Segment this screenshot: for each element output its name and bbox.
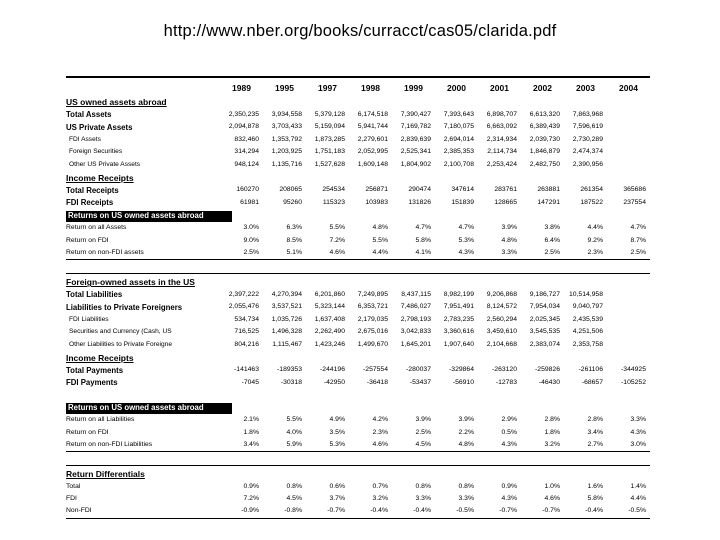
cell-value: 7,954,034 (529, 303, 560, 311)
cell-value: 2,798,193 (400, 315, 431, 323)
year-header: 2000 (447, 82, 466, 93)
cell-value: 2,100,708 (443, 160, 474, 168)
cell-value: 4.7% (630, 224, 646, 232)
cell-value: 2,253,424 (486, 160, 517, 168)
cell-value: 9,040,797 (572, 303, 603, 311)
cell-value: 2.2% (458, 428, 474, 436)
cell-value: 7,390,427 (400, 110, 431, 118)
row-label: US Private Assets (66, 122, 133, 132)
cell-value: 1,609,148 (357, 160, 388, 168)
cell-value: 9,186,727 (529, 290, 560, 298)
cell-value: 804,216 (234, 340, 259, 348)
cell-value: 4.3% (501, 495, 517, 503)
row-label: FDI Payments (66, 378, 118, 388)
cell-value: 0.8% (458, 482, 474, 490)
section-header-row (66, 96, 650, 109)
row-label: Non-FDI (66, 507, 92, 515)
cell-value: 3.4% (243, 440, 259, 448)
cell-value: 103983 (365, 198, 388, 206)
row-label: Return on all Liabilities (66, 416, 135, 424)
cell-value: 0.9% (501, 482, 517, 490)
row-label: FDI Liabilities (69, 315, 109, 323)
cell-value: 832,460 (234, 135, 259, 143)
cell-value: 2,694,014 (443, 135, 474, 143)
cell-value: 3,545,535 (529, 328, 560, 336)
cell-value: 3,934,558 (271, 110, 302, 118)
cell-value: 5,379,128 (314, 110, 345, 118)
cell-value: 8,124,572 (486, 303, 517, 311)
section-gap (66, 452, 650, 464)
cell-value: 1,496,328 (271, 328, 302, 336)
cell-value: 5,323,144 (314, 303, 345, 311)
cell-value: 3,703,433 (271, 123, 302, 131)
table-row (66, 289, 650, 302)
cell-value: 2,675,016 (357, 328, 388, 336)
cell-value: 3.9% (415, 416, 431, 424)
cell-value: 4,251,506 (572, 328, 603, 336)
cell-value: -0.7% (542, 507, 560, 515)
cell-value: 4.5% (415, 440, 431, 448)
cell-value: 1.0% (544, 482, 560, 490)
section-header-row (66, 172, 650, 185)
cell-value: 2,052,995 (357, 148, 388, 156)
year-header: 2002 (533, 82, 552, 93)
cell-value: 716,525 (234, 328, 259, 336)
cell-value: 1,115,467 (272, 340, 302, 348)
cell-value: 2.7% (587, 440, 603, 448)
row-label: Return on all Assets (66, 224, 127, 232)
cell-value: -56910 (452, 378, 474, 386)
cell-value: -259826 (535, 366, 560, 374)
cell-value: -0.8% (284, 507, 302, 515)
cell-value: -141463 (234, 366, 259, 374)
cell-value: 7.2% (243, 495, 259, 503)
year-header: 2001 (490, 82, 509, 93)
cell-value: -0.5% (456, 507, 474, 515)
cell-value: 3.9% (501, 224, 517, 232)
row-label: US owned assets abroad (66, 97, 167, 108)
cell-value: 3,360,616 (443, 328, 474, 336)
cell-value: 1.8% (243, 428, 259, 436)
cell-value: -0.9% (241, 507, 259, 515)
table-row (66, 122, 650, 135)
section-gap (66, 390, 650, 402)
cell-value: 261354 (580, 186, 603, 194)
cell-value: 2,383,074 (529, 340, 560, 348)
cell-value: 9,206,868 (486, 290, 517, 298)
cell-value: 5,159,094 (314, 123, 345, 131)
cell-value: 534,734 (234, 315, 259, 323)
cell-value: -68657 (581, 378, 603, 386)
cell-value: 6.4% (544, 236, 560, 244)
cell-value: 3.2% (372, 495, 388, 503)
row-label: Liabilities to Private Foreigners (66, 302, 183, 312)
cell-value: 4.8% (458, 440, 474, 448)
cell-value: 0.8% (286, 482, 302, 490)
cell-value: 4.6% (329, 248, 345, 256)
cell-value: 2,025,345 (529, 315, 560, 323)
cell-value: 4.3% (458, 248, 474, 256)
cell-value: 5.5% (372, 236, 388, 244)
cell-value: 2.8% (544, 416, 560, 424)
cell-value: 6,389,439 (529, 123, 560, 131)
cell-value: -244196 (320, 366, 345, 374)
table-row (66, 159, 650, 172)
cell-value: 948,124 (234, 160, 259, 168)
cell-value: -36418 (366, 378, 388, 386)
row-label: Income Receipts (66, 352, 134, 363)
table-row (66, 377, 650, 390)
cell-value: -263120 (492, 366, 517, 374)
cell-value: 2,262,490 (314, 328, 345, 336)
cell-value: 7,393,643 (443, 110, 474, 118)
financial-table (66, 76, 650, 519)
cell-value: 0.8% (415, 482, 431, 490)
cell-value: 6,613,320 (529, 110, 560, 118)
row-label: Return on FDI (66, 428, 109, 436)
cell-value: 8.5% (286, 236, 302, 244)
cell-value: 1,203,925 (271, 148, 302, 156)
cell-value: 1,804,902 (400, 160, 431, 168)
cell-value: 4.7% (415, 224, 431, 232)
row-label: Securities and Currency (Cash, US (69, 328, 172, 336)
row-label: FDI Assets (69, 135, 101, 143)
cell-value: 2,179,035 (357, 315, 388, 323)
cell-value: 2.1% (243, 416, 259, 424)
cell-value: 2,525,341 (400, 148, 431, 156)
row-label: Total Assets (66, 110, 112, 120)
row-label: Foreign Securities (69, 148, 123, 156)
cell-value: 3.8% (544, 224, 560, 232)
cell-value: 1,035,726 (271, 315, 302, 323)
table-row (66, 302, 650, 315)
cell-value: 4.4% (372, 248, 388, 256)
table-row (66, 223, 650, 236)
row-label: Total Liabilities (66, 290, 123, 300)
cell-value: 2,353,758 (572, 340, 603, 348)
cell-value: 131826 (408, 198, 431, 206)
cell-value: 3.2% (544, 440, 560, 448)
cell-value: 2,094,878 (228, 123, 259, 131)
cell-value: 1,135,716 (271, 160, 302, 168)
cell-value: 4.0% (286, 428, 302, 436)
cell-value: 4,270,394 (271, 290, 302, 298)
cell-value: 0.9% (243, 482, 259, 490)
section-gap (66, 260, 650, 272)
cell-value: -0.4% (585, 507, 603, 515)
cell-value: 8.7% (630, 236, 646, 244)
cell-value: 7,596,619 (572, 123, 603, 131)
cell-value: 1,423,246 (314, 340, 345, 348)
cell-value: 8,982,199 (443, 290, 474, 298)
cell-value: 6,201,860 (314, 290, 345, 298)
table-row (66, 314, 650, 327)
year-header: 1999 (404, 82, 423, 93)
table-row (66, 365, 650, 378)
table-row (66, 185, 650, 198)
cell-value: 2,474,374 (572, 148, 603, 156)
row-label: Returns on US owned assets abroad (66, 211, 232, 222)
table-row (66, 481, 650, 494)
cell-value: -329864 (449, 366, 474, 374)
inverted-header-row (66, 402, 650, 415)
cell-value: 5.1% (286, 248, 302, 256)
cell-value: 4.9% (329, 416, 345, 424)
cell-value: 160270 (236, 186, 259, 194)
cell-value: 4.7% (458, 224, 474, 232)
cell-value: 2,055,476 (228, 303, 259, 311)
cell-value: 5.5% (329, 224, 345, 232)
cell-value: 2,114,734 (487, 148, 517, 156)
cell-value: 256871 (365, 186, 388, 194)
cell-value: 3.9% (458, 416, 474, 424)
row-label: Income Receipts (66, 172, 134, 183)
cell-value: -12783 (495, 378, 517, 386)
horizontal-rule (66, 273, 650, 274)
cell-value: 208065 (279, 186, 302, 194)
cell-value: -0.4% (413, 507, 431, 515)
cell-value: 3.0% (243, 224, 259, 232)
cell-value: 6,663,092 (486, 123, 517, 131)
cell-value: -0.7% (327, 507, 345, 515)
section-header-row (66, 468, 650, 481)
cell-value: 5.8% (587, 495, 603, 503)
table-row (66, 197, 650, 210)
cell-value: 1.6% (587, 482, 603, 490)
cell-value: 6,174,518 (357, 110, 388, 118)
cell-value: 2,435,539 (572, 315, 603, 323)
cell-value: 1,873,285 (314, 135, 345, 143)
cell-value: 2,279,601 (357, 135, 388, 143)
cell-value: 187522 (580, 198, 603, 206)
row-label: Returns on US owned assets abroad (66, 403, 232, 414)
cell-value: 3.3% (501, 248, 517, 256)
cell-value: 2.3% (372, 428, 388, 436)
cell-value: 4.4% (630, 495, 646, 503)
cell-value: 2.5% (415, 428, 431, 436)
cell-value: 3.4% (587, 428, 603, 436)
row-label: Total Payments (66, 365, 124, 375)
cell-value: 3.7% (329, 495, 345, 503)
cell-value: 237554 (623, 198, 646, 206)
cell-value: -30318 (280, 378, 302, 386)
slide-title-url: http://www.nber.org/books/curracct/cas05/clarida.pdf (163, 22, 557, 40)
cell-value: 1,846,879 (529, 148, 560, 156)
cell-value: 7.2% (329, 236, 345, 244)
cell-value: 283761 (494, 186, 517, 194)
year-header: 1989 (232, 82, 251, 93)
year-header: 1998 (361, 82, 380, 93)
row-label: Return on non-FDI Liabilities (66, 440, 153, 448)
table-row (66, 134, 650, 147)
cell-value: 2,839,639 (400, 135, 431, 143)
table-row (66, 327, 650, 340)
cell-value: 1,353,792 (271, 135, 302, 143)
row-label: Total (66, 482, 81, 490)
cell-value: 1,637,408 (314, 315, 345, 323)
cell-value: 2,039,730 (529, 135, 560, 143)
cell-value: 2,783,235 (443, 315, 474, 323)
cell-value: 290474 (408, 186, 431, 194)
cell-value: 7,169,782 (400, 123, 431, 131)
cell-value: 2.5% (544, 248, 560, 256)
cell-value: 3.3% (458, 495, 474, 503)
cell-value: -0.5% (628, 507, 646, 515)
table-row (66, 235, 650, 248)
table-row (66, 248, 650, 261)
cell-value: -257554 (363, 366, 388, 374)
cell-value: 4.4% (587, 224, 603, 232)
row-label: Total Receipts (66, 185, 119, 195)
cell-value: 2,104,668 (486, 340, 517, 348)
cell-value: -0.4% (370, 507, 388, 515)
cell-value: 3,042,833 (400, 328, 431, 336)
year-header: 1995 (275, 82, 294, 93)
cell-value: 347614 (451, 186, 474, 194)
cell-value: 1,751,183 (314, 148, 345, 156)
cell-value: 2,385,353 (443, 148, 474, 156)
cell-value: -280037 (406, 366, 431, 374)
section-header-row (66, 352, 650, 365)
table-row (66, 109, 650, 122)
cell-value: 6,898,707 (486, 110, 517, 118)
cell-value: 254534 (322, 186, 345, 194)
cell-value: 263881 (537, 186, 560, 194)
cell-value: 3,459,610 (486, 328, 517, 336)
cell-value: 6.3% (286, 224, 302, 232)
cell-value: 7,951,491 (443, 303, 474, 311)
cell-value: 8,437,115 (401, 290, 431, 298)
cell-value: 4.6% (372, 440, 388, 448)
cell-value: -46430 (538, 378, 560, 386)
cell-value: 4.3% (630, 428, 646, 436)
cell-value: 10,514,958 (568, 290, 603, 298)
table-row (66, 427, 650, 440)
cell-value: 1.8% (544, 428, 560, 436)
cell-value: 5.5% (286, 416, 302, 424)
cell-value: 1,527,628 (314, 160, 345, 168)
cell-value: 95260 (283, 198, 302, 206)
cell-value: 2,314,934 (486, 135, 517, 143)
cell-value: 4.8% (501, 236, 517, 244)
inverted-header-row (66, 210, 650, 223)
cell-value: 9.0% (243, 236, 259, 244)
cell-value: 2.3% (587, 248, 603, 256)
cell-value: 2,350,235 (228, 110, 259, 118)
cell-value: 2.5% (243, 248, 259, 256)
cell-value: 2.9% (501, 416, 517, 424)
horizontal-rule (66, 465, 650, 466)
table-row (66, 494, 650, 507)
cell-value: 2,560,294 (486, 315, 517, 323)
cell-value: 147291 (537, 198, 560, 206)
cell-value: 4.5% (286, 495, 302, 503)
cell-value: 6,353,721 (357, 303, 388, 311)
cell-value: 365686 (623, 186, 646, 194)
cell-value: -7045 (241, 378, 259, 386)
cell-value: 1,907,640 (443, 340, 474, 348)
year-header: 2003 (576, 82, 595, 93)
row-label: Foreign-owned assets in the US (66, 277, 195, 288)
cell-value: 3.3% (630, 416, 646, 424)
cell-value: 7,180,075 (443, 123, 474, 131)
cell-value: 0.6% (329, 482, 345, 490)
row-label: Return on FDI (66, 236, 109, 244)
cell-value: 3.0% (630, 440, 646, 448)
cell-value: -0.7% (499, 507, 517, 515)
cell-value: 5.8% (415, 236, 431, 244)
cell-value: 5.9% (286, 440, 302, 448)
cell-value: 4.8% (372, 224, 388, 232)
cell-value: 2.8% (587, 416, 603, 424)
cell-value: 3.3% (415, 495, 431, 503)
year-header-row (66, 80, 650, 96)
cell-value: 7,486,027 (400, 303, 431, 311)
row-label: Return Differentials (66, 469, 145, 480)
row-label: FDI Receipts (66, 198, 114, 208)
row-label: Other US Private Assets (69, 160, 141, 168)
cell-value: -189353 (277, 366, 302, 374)
table-row (66, 147, 650, 160)
cell-value: 2,390,956 (572, 160, 603, 168)
section-header-row (66, 276, 650, 289)
cell-value: -53437 (409, 378, 431, 386)
cell-value: 5.3% (329, 440, 345, 448)
table-row (66, 339, 650, 352)
cell-value: 0.7% (372, 482, 388, 490)
year-header: 2004 (619, 82, 638, 93)
row-label: FDI (66, 495, 77, 503)
cell-value: 2.5% (630, 248, 646, 256)
cell-value: 4.3% (501, 440, 517, 448)
cell-value: 115323 (322, 198, 345, 206)
cell-value: -105252 (621, 378, 646, 386)
cell-value: 5.3% (458, 236, 474, 244)
table-row (66, 415, 650, 428)
cell-value: 4.6% (544, 495, 560, 503)
table-row (66, 506, 650, 519)
cell-value: 3.5% (329, 428, 345, 436)
cell-value: 4.1% (415, 248, 431, 256)
cell-value: 7,249,895 (357, 290, 388, 298)
row-label: Return on non-FDI assets (66, 248, 144, 256)
cell-value: 3,537,521 (271, 303, 302, 311)
cell-value: 61981 (240, 198, 259, 206)
table-row (66, 440, 650, 453)
cell-value: 7,863,968 (572, 110, 603, 118)
cell-value: -344925 (621, 366, 646, 374)
cell-value: 4.2% (372, 416, 388, 424)
cell-value: 151839 (451, 198, 474, 206)
cell-value: 0.5% (501, 428, 517, 436)
cell-value: 128665 (494, 198, 517, 206)
cell-value: 1.4% (630, 482, 646, 490)
cell-value: 1,499,670 (357, 340, 388, 348)
cell-value: -261106 (578, 366, 603, 374)
cell-value: -42950 (323, 378, 345, 386)
cell-value: 5,941,744 (357, 123, 388, 131)
cell-value: 2,397,222 (228, 290, 259, 298)
cell-value: 2,730,289 (572, 135, 603, 143)
cell-value: 1,645,201 (400, 340, 431, 348)
cell-value: 9.2% (587, 236, 603, 244)
cell-value: 2,482,750 (529, 160, 560, 168)
year-header: 1997 (318, 82, 337, 93)
cell-value: 314,294 (234, 148, 259, 156)
row-label: Other Liabilities to Private Foreigne (69, 340, 172, 348)
